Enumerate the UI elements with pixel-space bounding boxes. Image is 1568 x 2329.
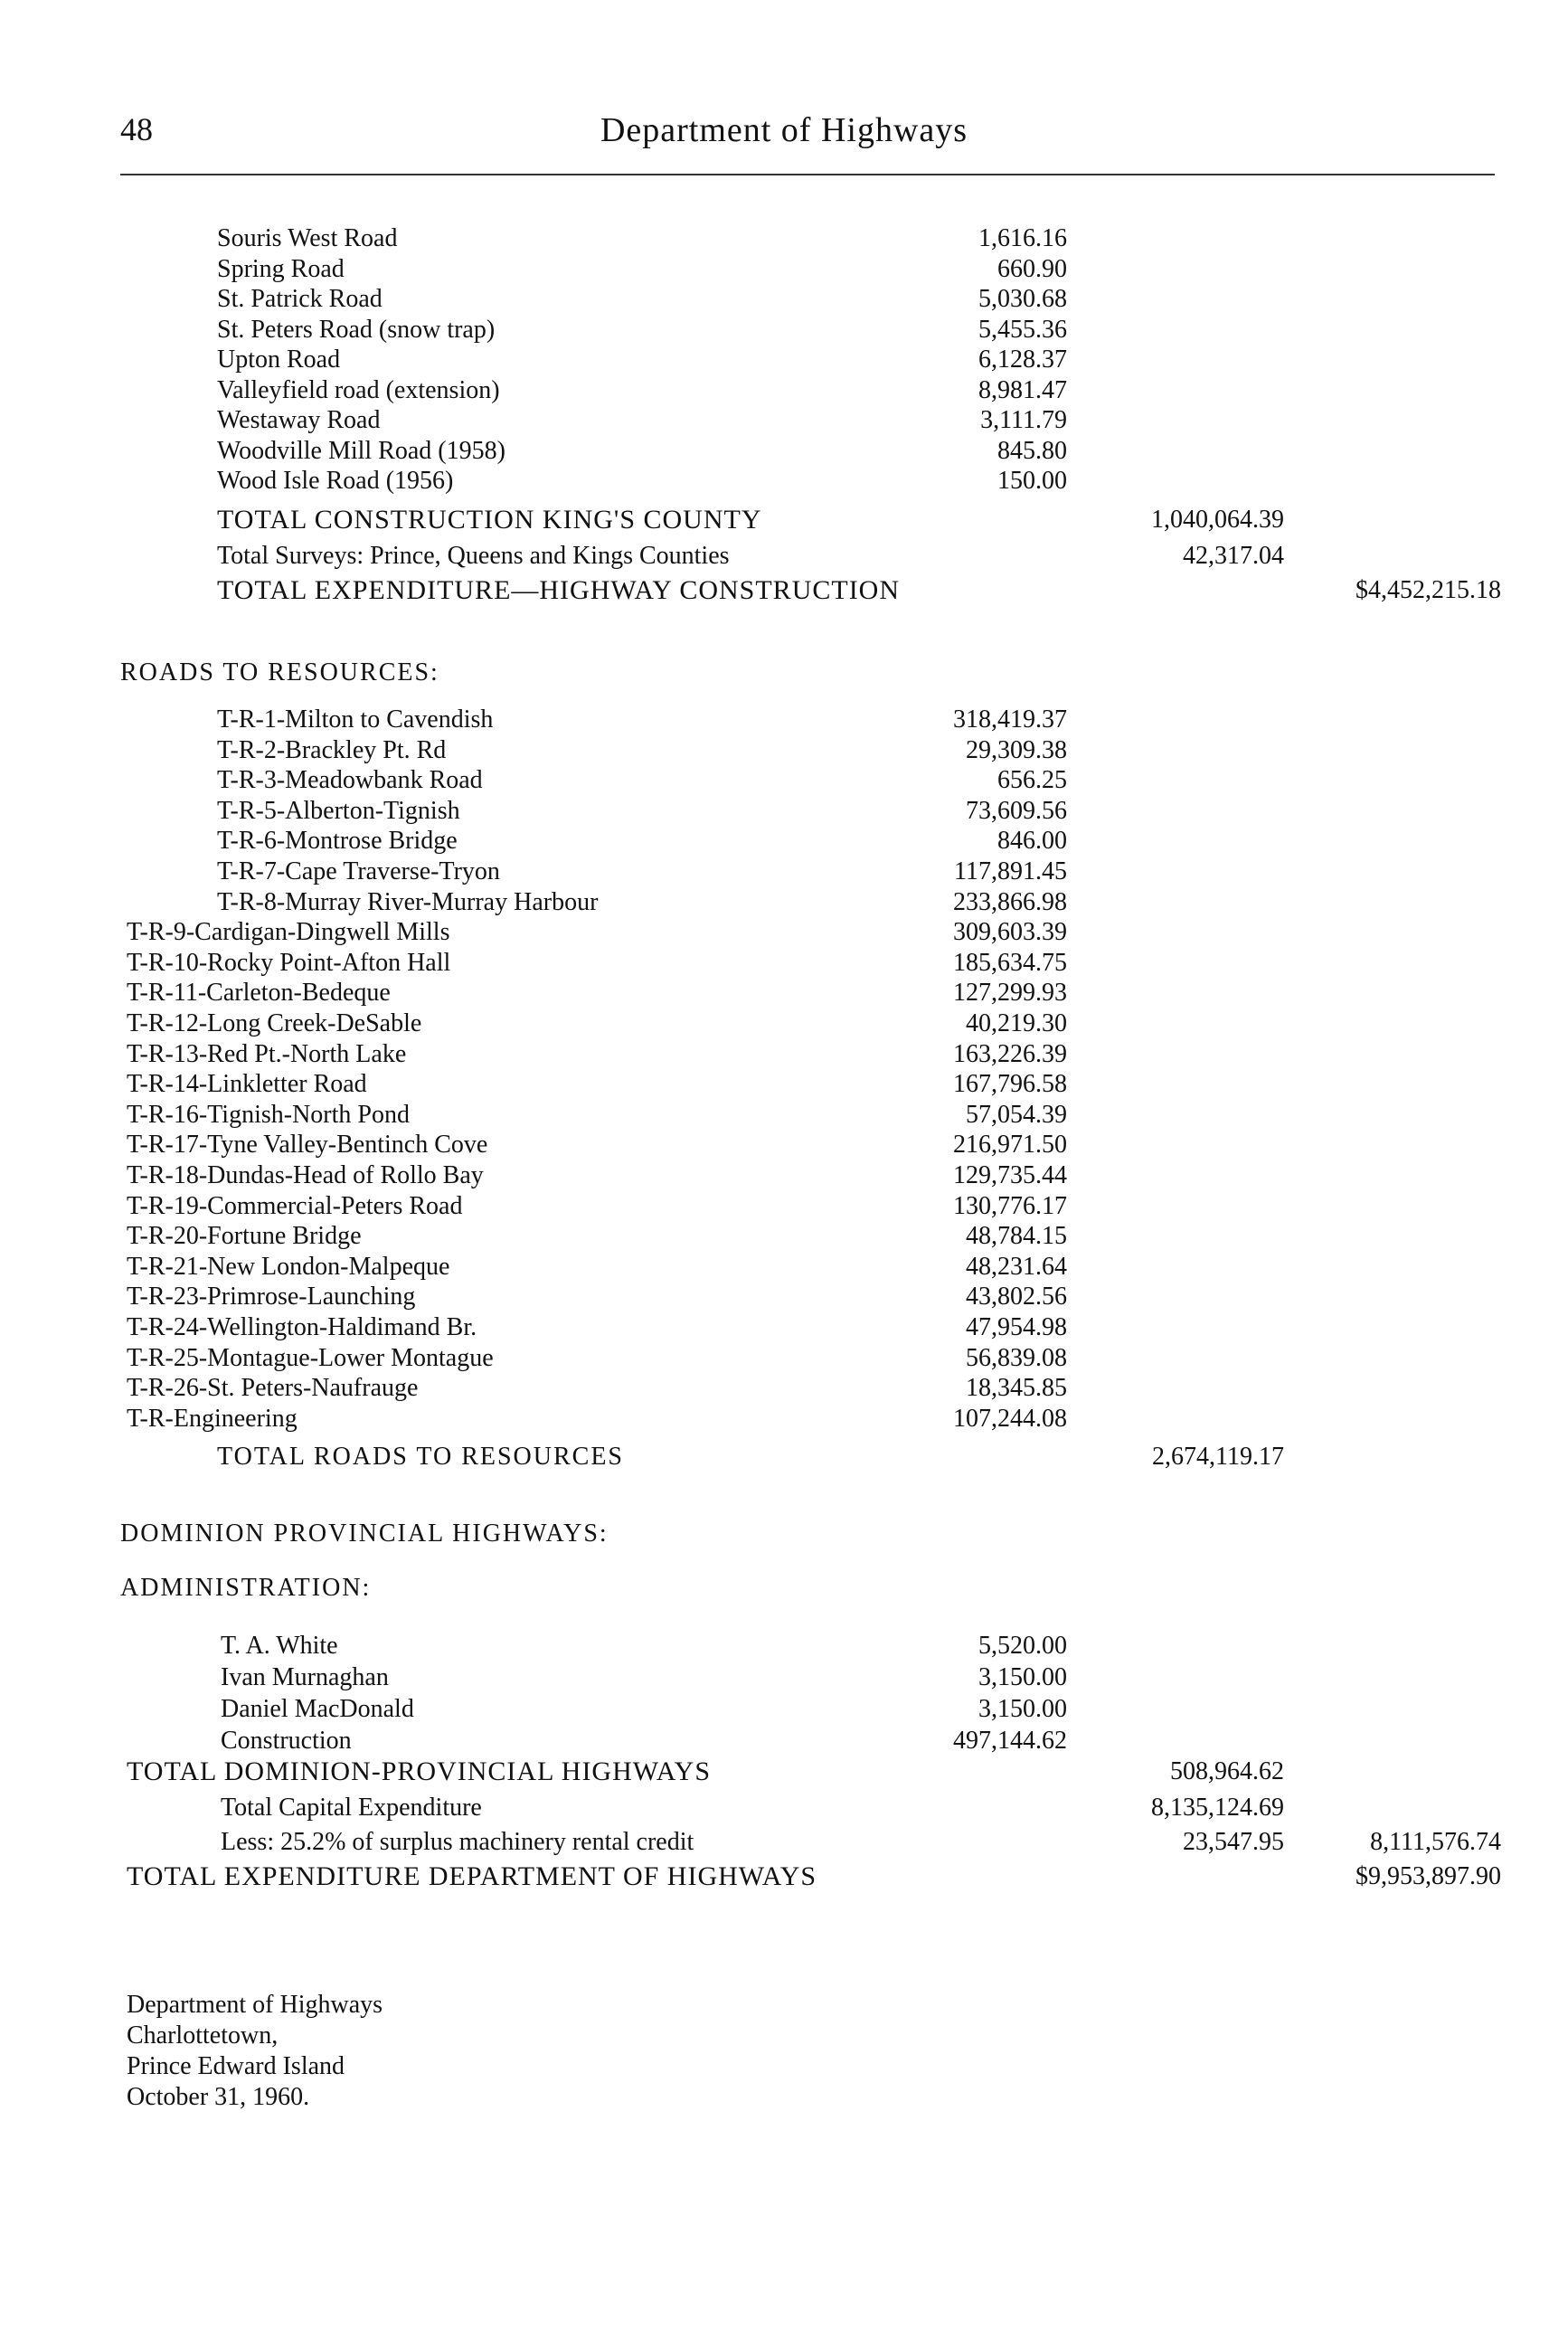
- list-item: [221, 1662, 1125, 1693]
- signature-block: [127, 1990, 383, 2113]
- list-item-amount: 129,735.44: [953, 1161, 1067, 1189]
- list-item-amount: 656.25: [997, 766, 1067, 795]
- list-item-label: T-R-2-Brackley Pt. Rd: [217, 735, 447, 764]
- list-item: [127, 1312, 1067, 1343]
- total-roads-row: [217, 1442, 1284, 1472]
- list-item: [217, 765, 1121, 796]
- less-row: [221, 1827, 1505, 1858]
- total-highway-amount: $4,452,215.18: [1355, 576, 1501, 604]
- list-item-amount: 167,796.58: [953, 1070, 1067, 1099]
- list-item-label: T-R-25-Montague-Lower Montague: [127, 1343, 494, 1372]
- total-kings-amount: 1,040,064.39: [1151, 506, 1284, 534]
- list-item: [127, 1221, 1067, 1252]
- dominion-heading: DOMINION PROVINCIAL HIGHWAYS:: [120, 1520, 609, 1548]
- list-item-label: Valleyfield road (extension): [217, 375, 500, 404]
- list-item-amount: 29,309.38: [966, 735, 1067, 764]
- roads-heading: ROADS TO RESOURCES:: [120, 658, 439, 686]
- leader-dots: [394, 1662, 859, 1693]
- list-item-label: T-R-13-Red Pt.-North Lake: [127, 1039, 407, 1068]
- list-item-amount: 40,219.30: [966, 1009, 1067, 1037]
- list-item-amount: 6,128.37: [978, 346, 1067, 374]
- list-item-label: T-R-17-Tyne Valley-Bentinch Cove: [127, 1131, 488, 1160]
- list-item: [217, 796, 1121, 827]
- leader-dots: [367, 1221, 860, 1252]
- list-item-label: T-R-7-Cape Traverse-Tryon: [217, 857, 500, 885]
- leader-dots: [1067, 1861, 1311, 1892]
- list-item-amount: 57,054.39: [966, 1100, 1067, 1129]
- list-item: [127, 1100, 1067, 1131]
- list-item-amount: 309,603.39: [953, 918, 1067, 947]
- total-capital-row: [221, 1793, 1288, 1823]
- leader-dots: [402, 223, 859, 254]
- list-item-amount: 216,971.50: [953, 1131, 1067, 1160]
- list-item: [217, 705, 1121, 735]
- signature-line: October 31, 1960.: [127, 2083, 310, 2111]
- list-item-label: T-R-11-Carleton-Bedeque: [127, 979, 391, 1008]
- list-item-amount: 660.90: [997, 254, 1067, 283]
- total-surveys-row: [217, 541, 1284, 572]
- leader-dots: [466, 796, 859, 827]
- leader-dots: [493, 1130, 859, 1160]
- less-amount: 23,547.95: [1183, 1828, 1284, 1856]
- total-dominion-row: [127, 1756, 1284, 1787]
- admin-heading: ADMINISTRATION:: [120, 1574, 372, 1602]
- list-item-label: T-R-Engineering: [127, 1404, 298, 1433]
- list-item: [127, 1282, 1067, 1312]
- total-roads-label: TOTAL ROADS TO RESOURCES: [217, 1443, 625, 1471]
- leader-dots: [396, 978, 859, 1008]
- list-item-amount: 185,634.75: [953, 948, 1067, 977]
- list-item-amount: 73,609.56: [966, 796, 1067, 825]
- list-item-amount: 18,345.85: [966, 1374, 1067, 1403]
- list-item-amount: 845.80: [997, 436, 1067, 465]
- list-item: [217, 223, 1121, 254]
- header-rule: [120, 174, 1495, 175]
- list-item-label: Westaway Road: [217, 406, 381, 434]
- leader-dots: [482, 1312, 859, 1343]
- list-item-amount: 8,981.47: [978, 375, 1067, 404]
- list-item-amount: 1,616.16: [978, 224, 1067, 252]
- list-item-label: Upton Road: [217, 346, 341, 374]
- list-item: [127, 1160, 1067, 1191]
- list-item-amount: 3,150.00: [978, 1695, 1067, 1723]
- leader-dots: [456, 948, 859, 979]
- list-item-amount: 127,299.93: [953, 979, 1067, 1008]
- list-item-amount: 48,784.15: [966, 1222, 1067, 1251]
- leader-dots: [922, 505, 1103, 535]
- list-item: [127, 1373, 1067, 1404]
- list-item-amount: 3,150.00: [978, 1663, 1067, 1691]
- leader-dots: [511, 436, 859, 467]
- total-department-row: [127, 1861, 1505, 1892]
- list-item: [127, 1130, 1067, 1160]
- list-item-label: Spring Road: [217, 254, 345, 283]
- leader-dots: [455, 917, 859, 948]
- list-item-label: St. Peters Road (snow trap): [217, 315, 496, 344]
- list-item: [217, 405, 1121, 436]
- list-item-label: T-R-12-Long Creek-DeSable: [127, 1009, 422, 1037]
- list-item-label: T-R-5-Alberton-Tignish: [217, 796, 460, 825]
- list-item: [127, 1252, 1067, 1283]
- leader-dots: [877, 1756, 1103, 1787]
- leader-dots: [451, 735, 859, 766]
- list-item-label: T-R-19-Commercial-Peters Road: [127, 1191, 463, 1220]
- list-item-amount: 56,839.08: [966, 1343, 1067, 1372]
- total-highway-label: TOTAL EXPENDITURE—HIGHWAY CONSTRUCTION: [217, 575, 901, 605]
- leader-dots: [420, 1694, 859, 1725]
- list-item-label: T-R-16-Tignish-North Pond: [127, 1100, 410, 1129]
- total-capital-label: Total Capital Expenditure: [221, 1794, 482, 1822]
- list-item: [127, 1069, 1067, 1100]
- list-item-amount: 5,520.00: [978, 1632, 1067, 1660]
- total-kings-label: TOTAL CONSTRUCTION KING'S COUNTY: [217, 505, 762, 535]
- list-item: [127, 948, 1067, 979]
- total-surveys-amount: 42,317.04: [1183, 542, 1284, 570]
- list-item-label: T-R-21-New London-Malpeque: [127, 1252, 450, 1281]
- list-item: [217, 315, 1121, 346]
- list-item: [217, 857, 1121, 887]
- total-roads-amount: 2,674,119.17: [1152, 1443, 1284, 1471]
- list-item-label: T-R-23-Primrose-Launching: [127, 1283, 416, 1311]
- list-item-amount: 163,226.39: [953, 1039, 1067, 1068]
- leader-dots: [463, 826, 859, 857]
- leader-dots: [357, 1726, 859, 1756]
- list-item: [217, 284, 1121, 315]
- total-capital-amount: 8,135,124.69: [1151, 1794, 1284, 1822]
- list-item: [221, 1694, 1125, 1725]
- leader-dots: [1112, 575, 1311, 606]
- leader-dots: [600, 1793, 1107, 1823]
- list-item-label: Woodville Mill Road (1958): [217, 436, 505, 465]
- leader-dots: [344, 1631, 859, 1662]
- leader-dots: [505, 857, 859, 887]
- leader-dots: [345, 345, 859, 375]
- list-item-label: St. Patrick Road: [217, 285, 383, 313]
- leader-dots: [499, 1343, 859, 1374]
- list-item: [217, 436, 1121, 467]
- leader-dots: [489, 1160, 859, 1191]
- leader-dots: [940, 541, 1103, 572]
- list-item-label: T. A. White: [221, 1632, 338, 1660]
- list-item-amount: 48,231.64: [966, 1252, 1067, 1281]
- list-item: [221, 1631, 1125, 1662]
- list-item: [217, 254, 1121, 285]
- leader-dots: [350, 254, 859, 285]
- list-item-amount: 497,144.62: [953, 1727, 1067, 1755]
- list-item-amount: 318,419.37: [953, 705, 1067, 734]
- list-item: [127, 978, 1067, 1008]
- list-item-amount: 5,455.36: [978, 315, 1067, 344]
- list-item: [217, 887, 1121, 918]
- leader-dots: [427, 1008, 859, 1039]
- signature-line: Charlottetown,: [127, 2021, 279, 2050]
- list-item-amount: 117,891.45: [954, 857, 1067, 885]
- list-item: [217, 735, 1121, 766]
- leader-dots: [468, 1191, 859, 1222]
- leader-dots: [373, 1069, 859, 1100]
- list-item: [127, 1008, 1067, 1039]
- list-item: [217, 826, 1121, 857]
- list-item-label: T-R-26-St. Peters-Naufrauge: [127, 1374, 419, 1403]
- list-item-amount: 43,802.56: [966, 1283, 1067, 1311]
- list-item-label: Wood Isle Road (1956): [217, 467, 454, 495]
- list-item-label: Construction: [221, 1727, 352, 1755]
- total-highway-construction-row: [217, 575, 1501, 606]
- list-item-amount: 233,866.98: [953, 887, 1067, 916]
- list-item-label: Ivan Murnaghan: [221, 1663, 389, 1691]
- list-item-label: T-R-9-Cardigan-Dingwell Mills: [127, 918, 450, 947]
- leader-dots: [458, 466, 859, 497]
- leader-dots: [500, 315, 859, 346]
- list-item-label: Daniel MacDonald: [221, 1695, 414, 1723]
- leader-dots: [423, 1373, 859, 1404]
- list-item-amount: 47,954.98: [966, 1313, 1067, 1341]
- list-item-label: T-R-14-Linkletter Road: [127, 1070, 367, 1099]
- leader-dots: [903, 1827, 1107, 1858]
- leader-dots: [411, 1039, 859, 1070]
- signature-line: Department of Highways: [127, 1991, 383, 2019]
- list-item: [127, 1404, 1067, 1434]
- list-item-label: T-R-20-Fortune Bridge: [127, 1222, 362, 1251]
- list-item-label: T-R-6-Montrose Bridge: [217, 827, 458, 856]
- page-number: 48: [120, 111, 153, 147]
- list-item-amount: 130,776.17: [953, 1191, 1067, 1220]
- list-item: [221, 1726, 1125, 1756]
- list-item: [217, 466, 1121, 497]
- total-department-label: TOTAL EXPENDITURE DEPARTMENT OF HIGHWAYS: [127, 1861, 817, 1891]
- leader-dots: [388, 284, 859, 315]
- leader-dots: [303, 1404, 859, 1434]
- leader-dots: [760, 1442, 1103, 1472]
- leader-dots: [488, 765, 859, 796]
- total-dominion-label: TOTAL DOMINION-PROVINCIAL HIGHWAYS: [127, 1756, 712, 1786]
- leader-dots: [420, 1282, 859, 1312]
- list-item-amount: 846.00: [997, 827, 1067, 856]
- leader-dots: [603, 887, 859, 918]
- total-kings-row: [217, 505, 1284, 535]
- total-dominion-amount: 508,964.62: [1170, 1757, 1284, 1785]
- total-department-amount: $9,953,897.90: [1355, 1862, 1501, 1890]
- total-surveys-label: Total Surveys: Prince, Queens and Kings Counties: [217, 542, 730, 570]
- page-header-title: Department of Highways: [600, 111, 968, 149]
- list-item-amount: 3,111.79: [980, 406, 1067, 434]
- list-item-amount: 107,244.08: [953, 1404, 1067, 1433]
- list-item: [217, 345, 1121, 375]
- list-item: [127, 917, 1067, 948]
- leader-dots: [385, 405, 859, 436]
- leader-dots: [505, 375, 859, 406]
- leader-dots: [498, 705, 859, 735]
- list-item-amount: 150.00: [997, 467, 1067, 495]
- list-item-label: T-R-18-Dundas-Head of Rollo Bay: [127, 1161, 484, 1189]
- leader-dots: [415, 1100, 859, 1131]
- list-item: [127, 1039, 1067, 1070]
- list-item-label: T-R-10-Rocky Point-Afton Hall: [127, 948, 451, 977]
- list-item: [217, 375, 1121, 406]
- list-item: [127, 1343, 1067, 1374]
- list-item-label: T-R-8-Murray River-Murray Harbour: [217, 887, 599, 916]
- leader-dots: [455, 1252, 859, 1283]
- list-item: [127, 1191, 1067, 1222]
- signature-line: Prince Edward Island: [127, 2052, 345, 2080]
- less-net-amount: 8,111,576.74: [1370, 1828, 1501, 1856]
- list-item-label: T-R-1-Milton to Cavendish: [217, 705, 494, 734]
- list-item-label: Souris West Road: [217, 224, 398, 252]
- list-item-label: T-R-24-Wellington-Haldimand Br.: [127, 1313, 477, 1341]
- list-item-amount: 5,030.68: [978, 285, 1067, 313]
- list-item-label: T-R-3-Meadowbank Road: [217, 766, 483, 795]
- less-label: Less: 25.2% of surplus machinery rental credit: [221, 1828, 694, 1856]
